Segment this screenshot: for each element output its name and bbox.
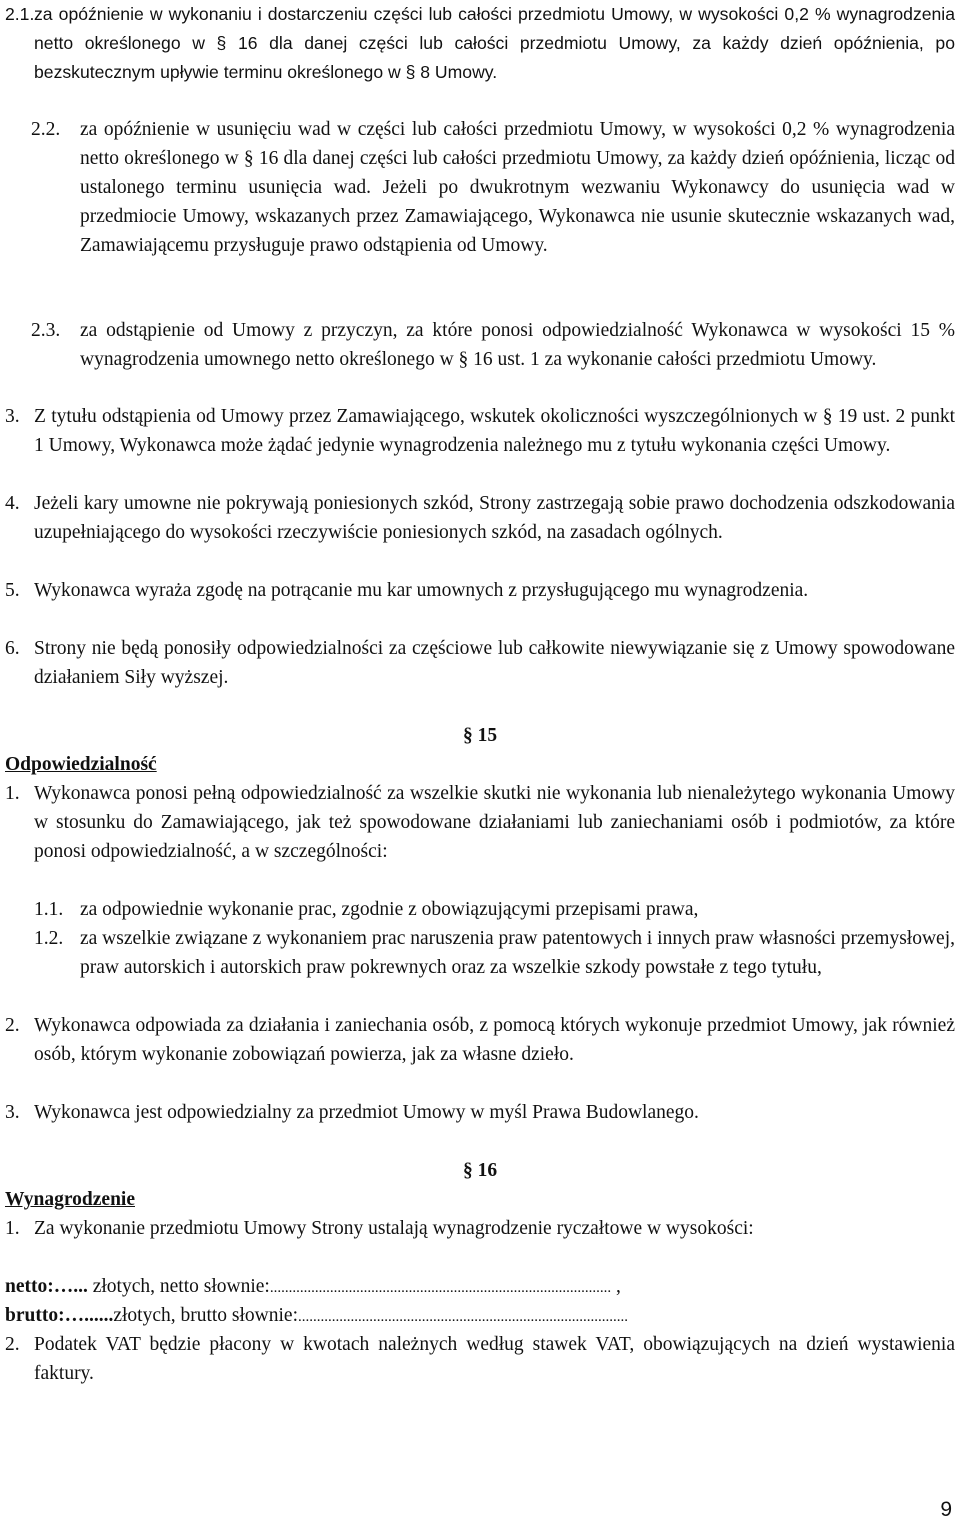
paragraph-number: 4. [5, 493, 20, 514]
section-title-16 [5, 1186, 955, 1215]
paragraph-text: Podatek VAT będzie płacony w kwotach należnych według stawek VAT, obowiązujących na dzień wystawienia faktury. [34, 1334, 955, 1384]
section-title: Odpowiedzialność [5, 754, 157, 775]
brutto-dots: ........................................................................................ [298, 1309, 629, 1325]
paragraph-15-3 [5, 1099, 955, 1128]
paragraph-number: 1.1. [34, 899, 64, 920]
netto-end: , [611, 1276, 621, 1297]
section-title-15 [5, 751, 955, 780]
paragraph-text: Wykonawca wyraża zgodę na potrącanie mu kar umownych z przysługującego mu wynagrodzenia. [34, 580, 809, 601]
paragraph-number: 3. [5, 1102, 20, 1123]
paragraph-15-1-1 [5, 896, 955, 925]
paragraph-number: 2. [5, 1015, 20, 1036]
netto-line [5, 1273, 955, 1303]
paragraph-text: za wszelkie związane z wykonaniem prac naruszenia praw patentowych i innych praw własności przemysłowej, praw autorskich i autorskich praw pokrewnych oraz za wszelkie szkody powstałe z tego tytułu, [80, 928, 955, 978]
paragraph-number: 3. [5, 406, 20, 427]
paragraph-number: 1. [5, 783, 20, 804]
paragraph-number: 1.2. [34, 928, 64, 949]
paragraph-text: za odpowiednie wykonanie prac, zgodnie z obowiązującymi przepisami prawa, [80, 899, 699, 920]
paragraph-number: 6. [5, 638, 20, 659]
paragraph-number: 1. [5, 1218, 20, 1239]
paragraph-15-1 [5, 780, 955, 867]
paragraph-16-2 [5, 1331, 955, 1389]
paragraph-text: Za wykonanie przedmiotu Umowy Strony ustalają wynagrodzenie ryczałtowe w wysokości: [34, 1218, 754, 1239]
paragraph-3 [5, 403, 955, 461]
paragraph-6 [5, 635, 955, 693]
paragraph-number: 5. [5, 580, 20, 601]
paragraph-text: za odstąpienie od Umowy z przyczyn, za które ponosi odpowiedzialność Wykonawca w wysokości 15 % wynagrodzenia umownego netto określonego w § 16 ust. 1 za wykonanie całości przedmiotu Umowy. [80, 320, 955, 370]
paragraph-text: Jeżeli kary umowne nie pokrywają poniesionych szkód, Strony zastrzegają sobie prawo dochodzenia odszkodowania uzupełniającego do wysokości rzeczywiście poniesionych szkód, na zasadach ogólnych. [34, 493, 955, 543]
paragraph-15-1-2 [5, 925, 955, 983]
page-number: 9 [940, 1498, 952, 1521]
paragraph-2-1 [5, 0, 955, 87]
netto-label: netto:…... [5, 1276, 88, 1297]
paragraph-4 [5, 490, 955, 548]
paragraph-text: Z tytułu odstąpienia od Umowy przez Zamawiającego, wskutek okoliczności wyszczególnionych w § 19 ust. 2 punkt 1 Umowy, Wykonawca może żądać jedynie wynagrodzenia należnego mu z tytułu wykonania części Umowy. [34, 406, 955, 456]
paragraph-number: 2.1. [5, 4, 35, 24]
section-mark-16: § 16 [462, 1160, 498, 1181]
paragraph-text: za opóźnienie w wykonaniu i dostarczeniu części lub całości przedmiotu Umowy, w wysokości 0,2 % wynagrodzenia netto określonego w § 16 dla danej części lub całości przedmiotu Umowy, za każdy dzień opóźnienia, po bezskutecznym upływie terminu określonego w § 8 Umowy. [34, 4, 955, 82]
paragraph-text: Wykonawca jest odpowiedzialny za przedmiot Umowy w myśl Prawa Budowlanego. [34, 1102, 699, 1123]
paragraph-15-2 [5, 1012, 955, 1070]
brutto-label: brutto:…...... [5, 1305, 114, 1326]
paragraph-text: Wykonawca odpowiada za działania i zaniechania osób, z pomocą których wykonuje przedmiot Umowy, jak również osób, którym wykonanie zobowiązań powierza, jak za własne dzieło. [34, 1015, 955, 1065]
paragraph-2-2 [5, 116, 955, 261]
paragraph-text: za opóźnienie w usunięciu wad w części lub całości przedmiotu Umowy, w wysokości 0,2 % wynagrodzenia netto określonego w § 16 dla danej części lub całości przedmiotu Umowy, za każdy dzień opóźnienia, licząc od ustalonego terminu usunięcia wad. Jeżeli po dwukrotnym wezwaniu Wykonawcy do usunięcia wad w przedmiocie Umowy, wskazanych przez Zamawiającego, Wykonawca nie usunie skutecznie wskazanych wad, Zamawiającemu przysługuje prawo odstąpienia od Umowy. [80, 119, 955, 256]
section-mark-15: § 15 [462, 725, 498, 746]
section-title: Wynagrodzenie [5, 1189, 135, 1210]
paragraph-text: Wykonawca ponosi pełną odpowiedzialność za wszelkie skutki nie wykonania lub nienależytego wykonania Umowy w stosunku do Zamawiającego, jak też spowodowane działaniami lub zaniechaniami osób i podmiotów, za które ponosi odpowiedzialność, a w szczególności: [34, 783, 955, 862]
paragraph-2-3 [5, 317, 955, 375]
paragraph-number: 2.2. [31, 119, 61, 140]
brutto-line [5, 1302, 955, 1332]
paragraph-5 [5, 577, 955, 606]
brutto-text: złotych, brutto słownie: [113, 1305, 299, 1326]
netto-dots: ........................................................................................... [269, 1280, 612, 1296]
paragraph-number: 2. [5, 1334, 20, 1355]
paragraph-number: 2.3. [31, 320, 61, 341]
paragraph-text: Strony nie będą ponosiły odpowiedzialności za częściowe lub całkowite niewywiązanie się z Umowy spowodowane działaniem Siły wyższej. [34, 638, 955, 688]
paragraph-16-1 [5, 1215, 955, 1244]
netto-text: złotych, netto słownie: [87, 1276, 270, 1297]
